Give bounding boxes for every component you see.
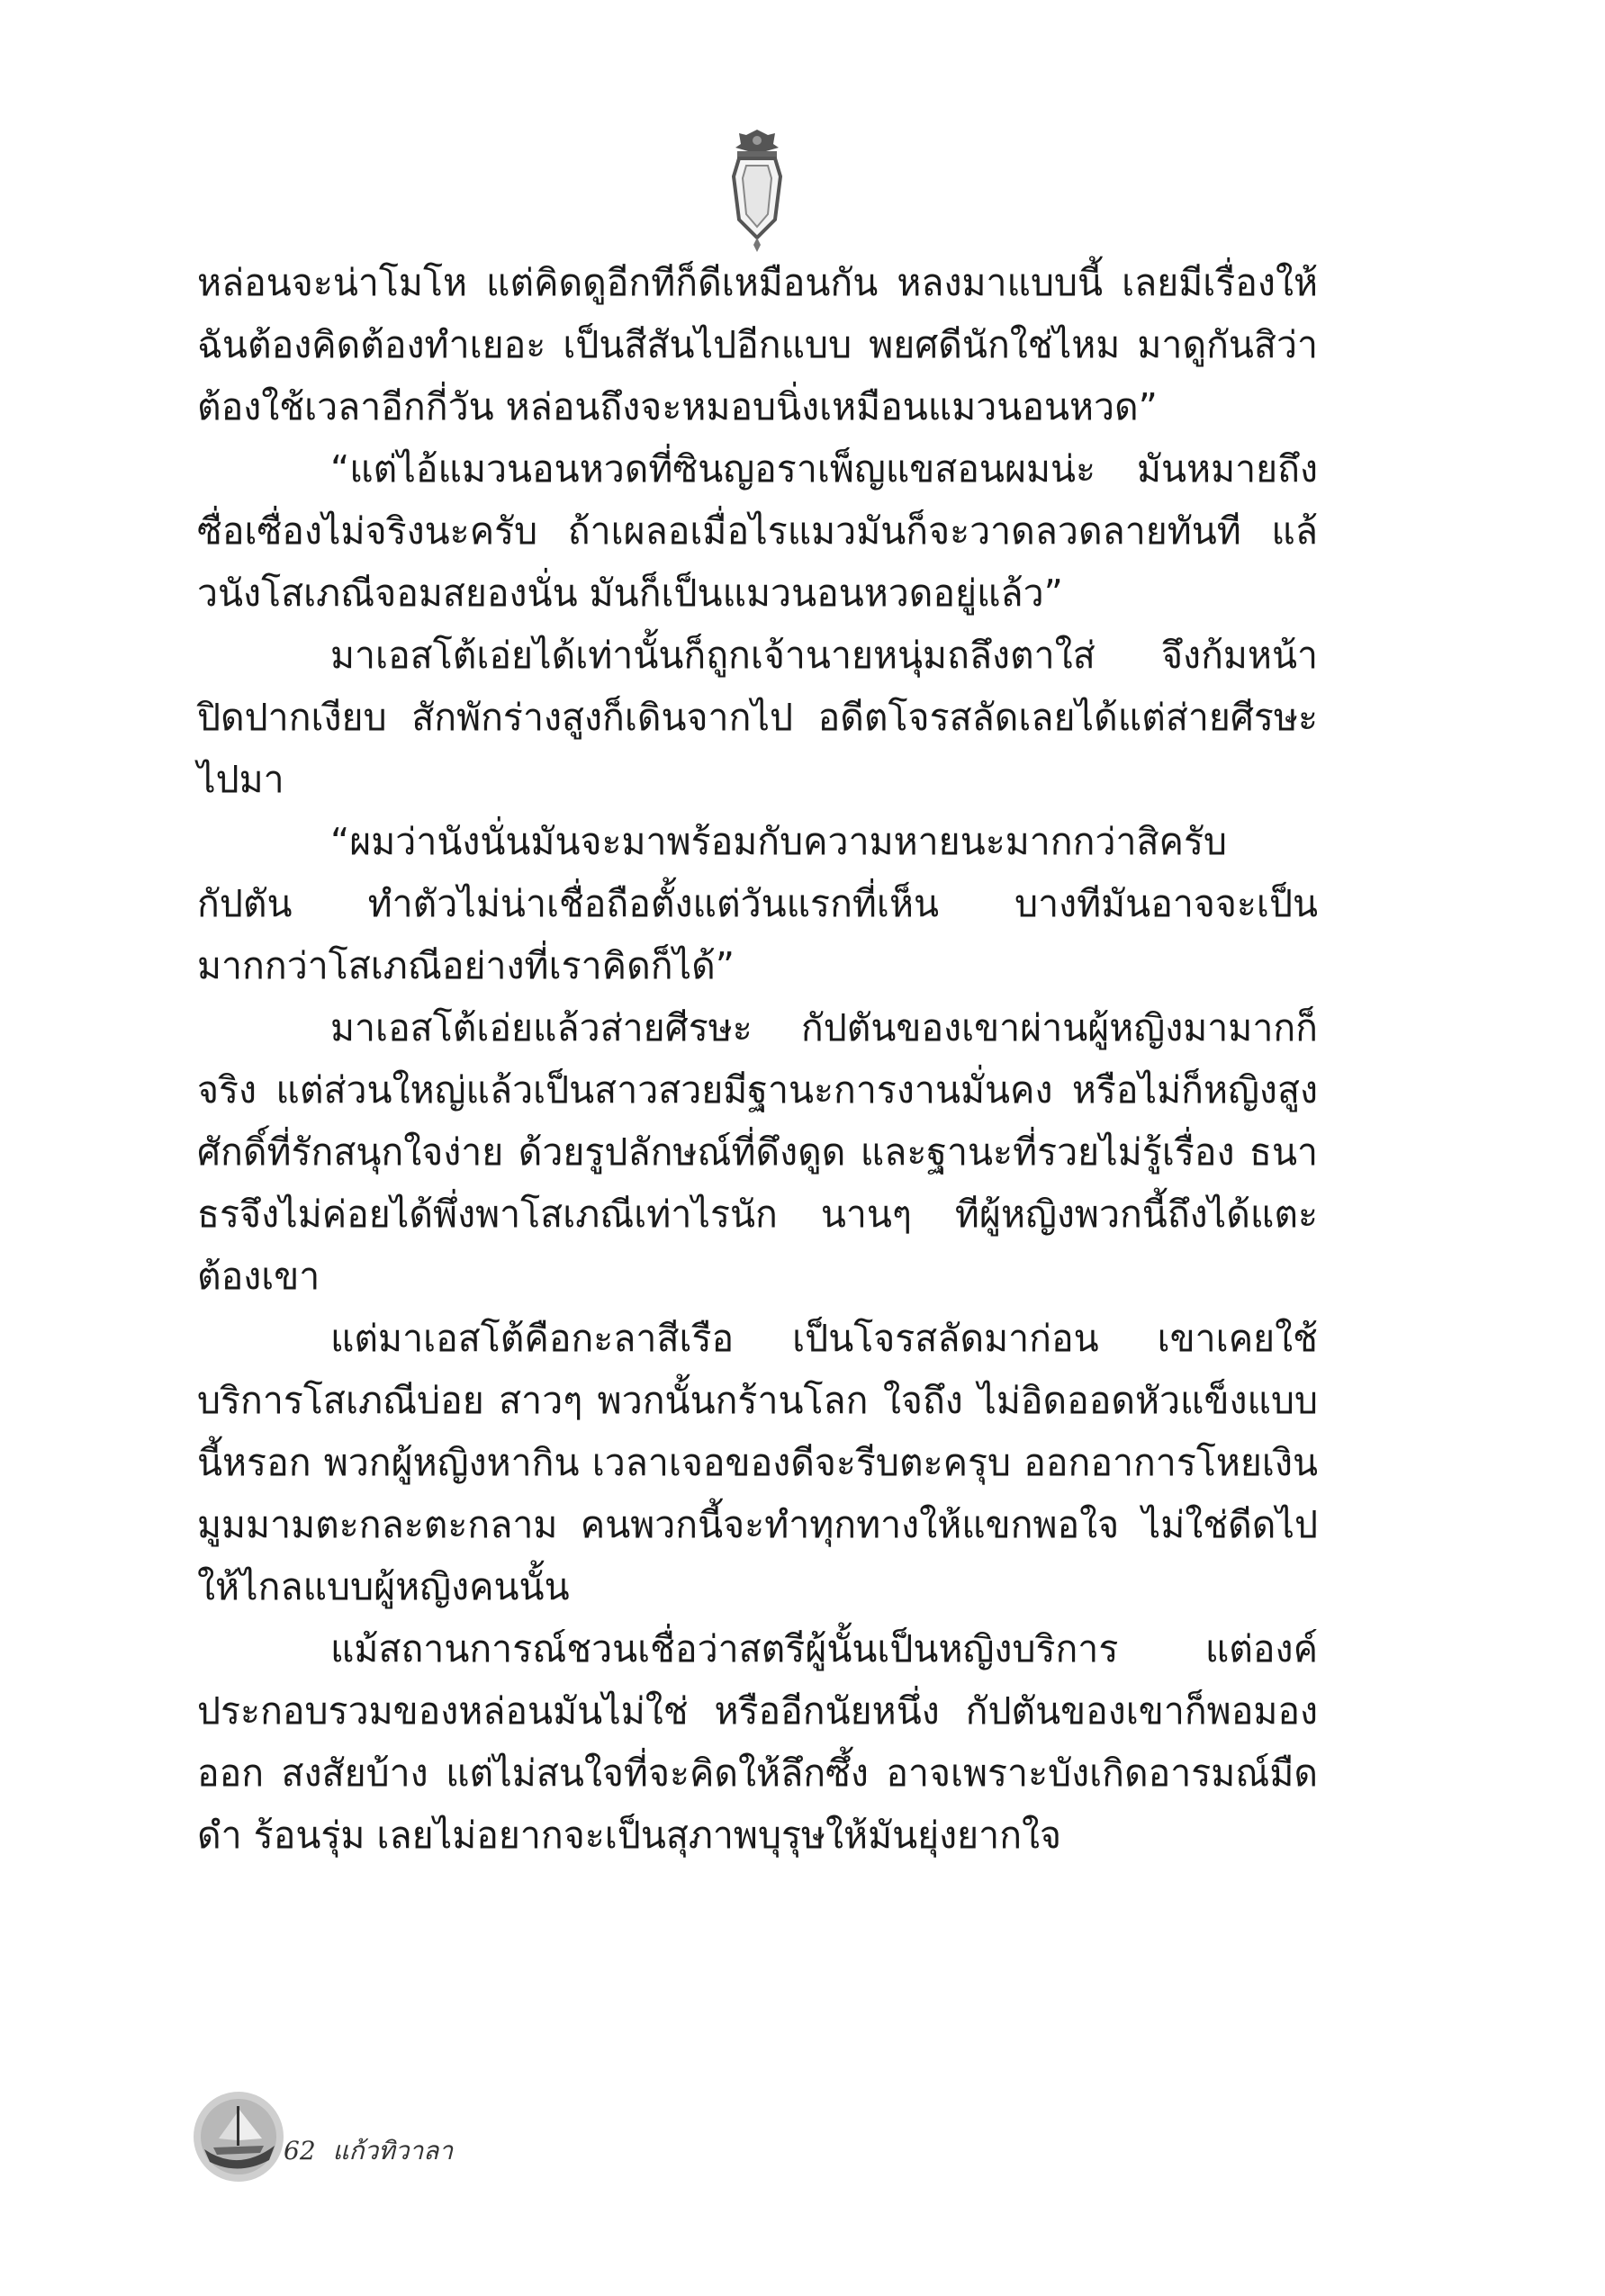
paragraph-2: “แต่ไอ้แมวนอนหวดที่ซินญอราเพ็ญแขสอนผมน่ะ มันหมายถึงซื่อเซื่องไม่จริงนะครับ ถ้าเผลอเมื่อไรแมวมันก็จะวาดลวดลายทันที แล้วนังโสเภณีจอมสยองนั่น มันก็เป็นแมวนอนหวดอยู่แล้ว” [197, 447, 1318, 615]
paragraph-1: หล่อนจะน่าโมโห แต่คิดดูอีกทีก็ดีเหมือนกัน หลงมาแบบนี้ เลยมีเรื่องให้ฉันต้องคิดต้องทำเยอะ เป็นสีสันไปอีกแบบ พยศดีนักใช่ไหม มาดูกันสิว่าต้องใช้เวลาอีกกี่วัน หล่อนถึงจะหมอบนิ่งเหมือนแมวนอนหวด” [197, 261, 1318, 428]
lantern-ornament-icon [716, 126, 798, 254]
paragraph-3: มาเอสโต้เอ่ยได้เท่านั้นก็ถูกเจ้านายหนุ่มถลึงตาใส่ จึงก้มหน้าปิดปากเงียบ สักพักร่างสูงก็เดินจากไป อดีตโจรสลัดเลยได้แต่ส่ายศีรษะไปมา [197, 634, 1318, 801]
paragraph-7: แม้สถานการณ์ชวนเชื่อว่าสตรีผู้นั้นเป็นหญิงบริการ แต่องค์ประกอบรวมของหล่อนมันไม่ใช่ หรืออีกนัยหนึ่ง กัปตันของเขาก็พอมองออก สงสัยบ้าง แต่ไม่สนใจที่จะคิดให้ลึกซึ้ง อาจเพราะบังเกิดอารมณ์มืดดำ ร้อนรุ่ม เลยไม่อยากจะเป็นสุภาพบุรุษให้มันยุ่งยากใจ [197, 1627, 1318, 1857]
footer-caption [284, 2131, 462, 2171]
paragraph-6: แต่มาเอสโต้คือกะลาสีเรือ เป็นโจรสลัดมาก่อน เขาเคยใช้บริการโสเภณีบ่อย สาวๆ พวกนั้นกร้านโลก ใจถึง ไม่อิดออดหัวแข็งแบบนี้หรอก พวกผู้หญิงหากิน เวลาเจอของดีจะรีบตะครุบ ออกอาการโหยเงิน มูมมามตะกละตะกลาม คนพวกนี้จะทำทุกทางให้แขกพอใจ ไม่ใช่ดีดไปให้ไกลแบบผู้หญิงคนนั้น [197, 1317, 1318, 1608]
body-text [197, 252, 1318, 1867]
page-footer [192, 2086, 642, 2203]
paragraph-4: “ผมว่านังนั่นมันจะมาพร้อมกับความหายนะมากกว่าสิครับกัปตัน ทำตัวไม่น่าเชื่อถือตั้งแต่วันแรกที่เห็น บางทีมันอาจจะเป็นมากกว่าโสเภณีอย่างที่เราคิดก็ได้” [197, 820, 1318, 987]
page-number: 62 [284, 2136, 316, 2165]
book-title: แก้วทิวาลา [332, 2136, 454, 2165]
paragraph-5: มาเอสโต้เอ่ยแล้วส่ายศีรษะ กัปตันของเขาผ่านผู้หญิงมามากก็จริง แต่ส่วนใหญ่แล้วเป็นสาวสวยมีฐานะการงานมั่นคง หรือไม่ก็หญิงสูงศักดิ์ที่รักสนุกใจง่าย ด้วยรูปลักษณ์ที่ดึงดูด และฐานะที่รวยไม่รู้เรื่อง ธนาธรจึงไม่ค่อยได้พึ่งพาโสเภณีเท่าไรนัก นานๆ ทีผู้หญิงพวกนี้ถึงได้แตะต้องเขา [197, 1006, 1318, 1298]
ship-emblem-icon [192, 2086, 285, 2187]
